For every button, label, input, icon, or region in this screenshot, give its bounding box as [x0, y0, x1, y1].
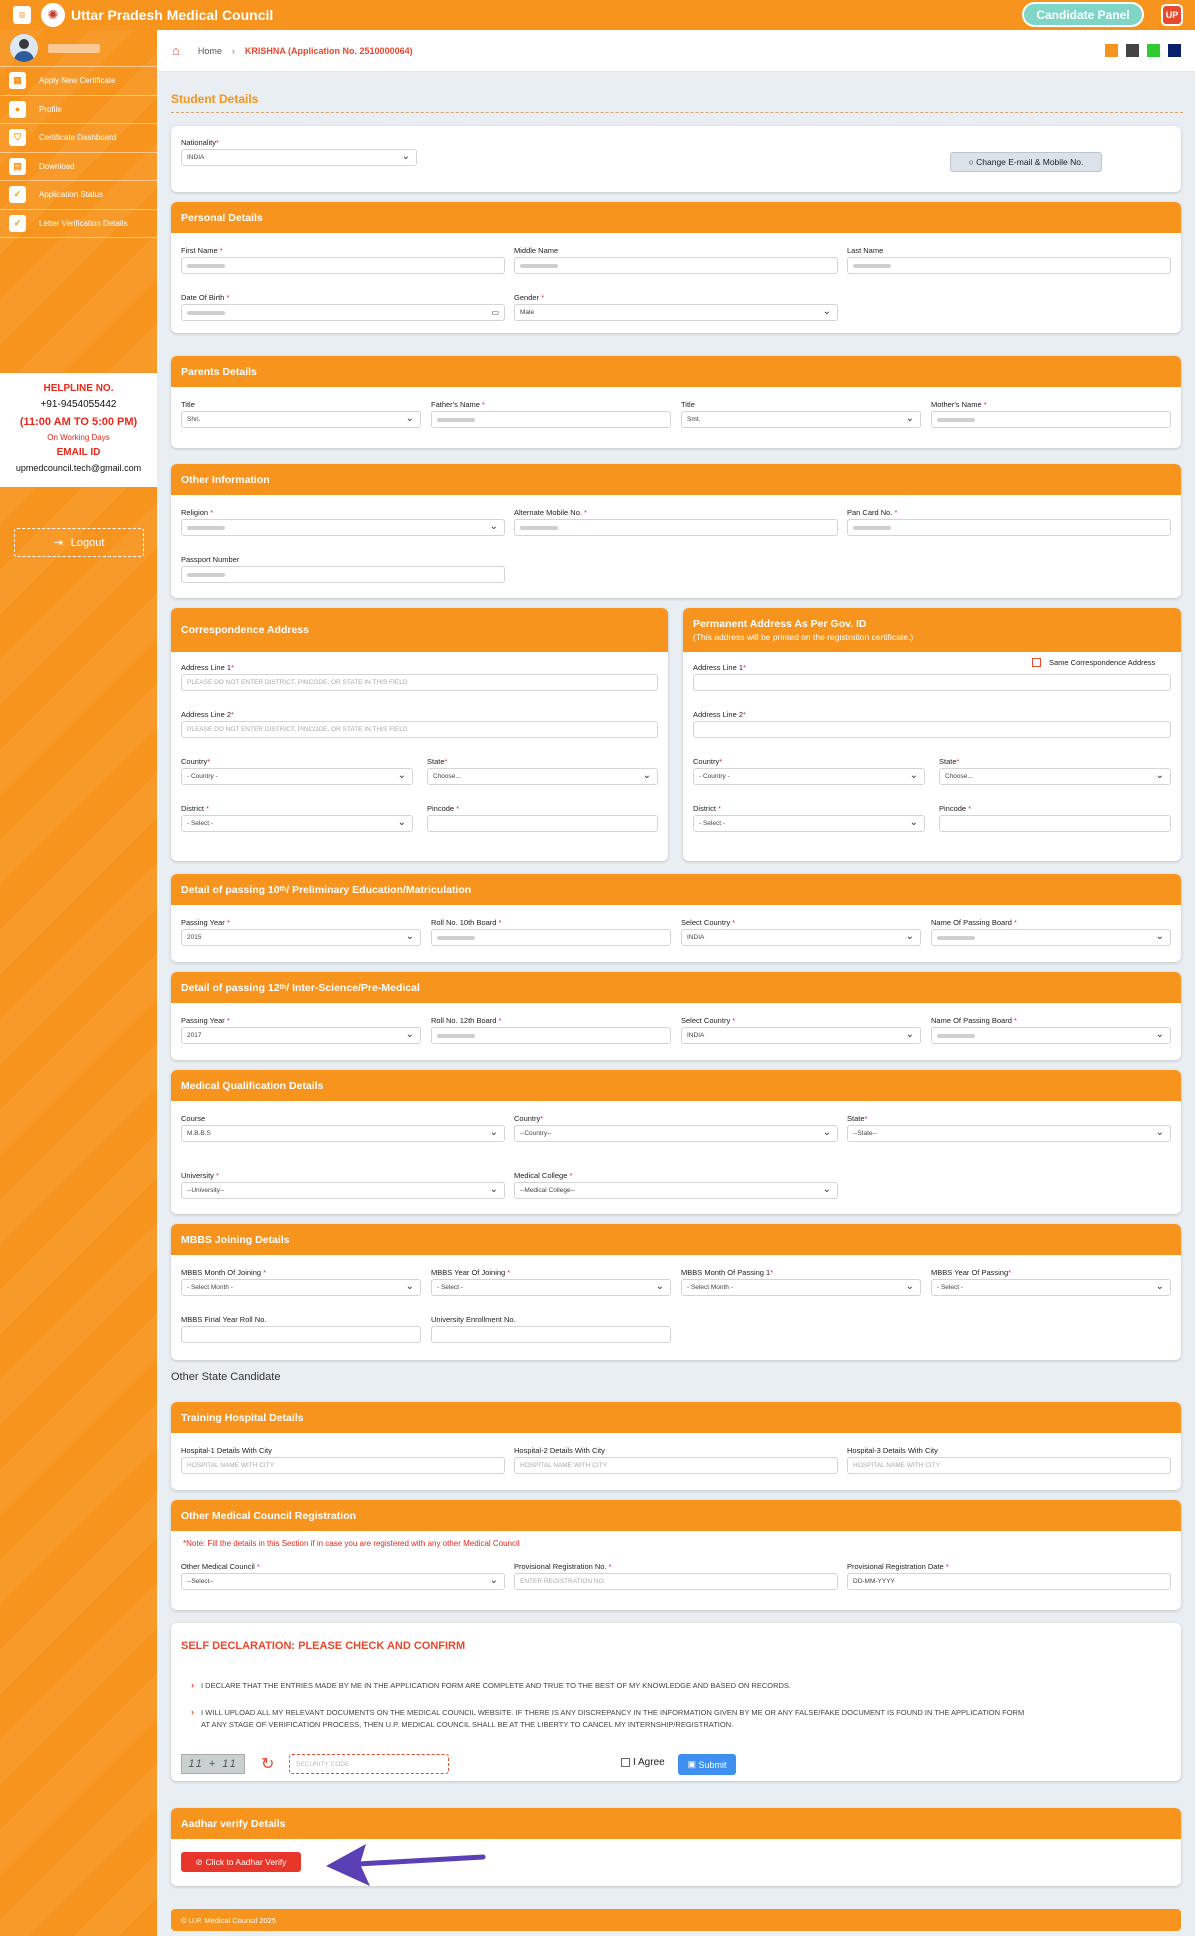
twelfth-title-sup: th — [279, 984, 287, 991]
footer: © U.P. Medical Council 2025 — [171, 1909, 1181, 1931]
helpline-days: On Working Days — [47, 433, 110, 442]
sidebar-item-label: Apply New Certificate — [39, 76, 116, 86]
corr-address-line1-label: Address Line 1 — [181, 663, 232, 672]
university-label: University — [181, 1171, 214, 1180]
section-header: Correspondence Address — [171, 608, 668, 652]
mbbs-year-join-select[interactable]: - Select - ⌄ — [431, 1279, 671, 1296]
breadcrumb-current: KRISHNA (Application No. 2510000064) — [244, 45, 413, 56]
tenth-board-label: Name Of Passing Board — [931, 918, 1012, 927]
check-circle-icon: ✓ — [9, 186, 26, 203]
dob-label: Date Of Birth — [181, 293, 225, 302]
twelfth-board-select[interactable] — [931, 1027, 1171, 1044]
perm-address-line1-field[interactable] — [693, 674, 1171, 691]
corr-country-label: Country — [181, 757, 208, 766]
self-declaration-card — [171, 1623, 1181, 1781]
home-icon[interactable]: ⌂ — [172, 43, 180, 58]
tenth-roll-field[interactable] — [431, 929, 671, 946]
twelfth-country-label: Select Country — [681, 1016, 731, 1025]
mbbs-month-pass-select[interactable]: - Select Month - ⌄ — [681, 1279, 921, 1296]
nationality-label: Nationality — [181, 138, 217, 147]
checkbox-icon[interactable] — [621, 1758, 630, 1767]
breadcrumb — [157, 30, 1195, 72]
first-name-label: First Name — [181, 246, 218, 255]
tenth-year-select[interactable]: 2015 ⌄ — [181, 929, 421, 946]
religion-label: Religion — [181, 508, 209, 517]
mother-title-select[interactable]: Smt. ⌄ — [681, 411, 921, 428]
helpline-hours: (11:00 AM TO 5:00 PM) — [19, 416, 138, 428]
mbbs-month-pass-label: MBBS Month Of Passing 1 — [681, 1268, 771, 1277]
helpline-box — [0, 373, 157, 487]
last-name-field[interactable] — [847, 257, 1171, 274]
user-name — [48, 44, 100, 53]
agree-label: I Agree — [633, 1757, 665, 1768]
helpline-title: HELPLINE NO. — [43, 383, 114, 394]
declaration-title: SELF DECLARATION: PLEASE CHECK AND CONFIRM — [181, 1640, 466, 1652]
logout-icon: ⇥ — [53, 537, 63, 549]
other-medical-council-card: Other Medical Council Registration *Note: Fill the details in this Section if in case you are registered with any other Medical Council Other Medical Council * --Select-- ⌄ Provisional Registration No. * ENTER REGISTRATION NO. Provisional Registration Date * DD-MM-YYYY — [171, 1500, 1181, 1610]
sidebar-item-download[interactable] — [0, 153, 157, 182]
omc-reg-date-label: Provisional Registration Date — [847, 1562, 944, 1571]
mbbs-year-join-label: MBBS Year Of Joining — [431, 1268, 506, 1277]
twelfth-year-label: Passing Year — [181, 1016, 225, 1025]
twelfth-year-select[interactable]: 2017 ⌄ — [181, 1027, 421, 1044]
aadhar-verify-label: Click to Aadhar Verify — [205, 1857, 287, 1867]
dob-field[interactable] — [181, 304, 505, 321]
enrollment-label: University Enrollment No. — [431, 1315, 516, 1324]
hamburger-menu-icon[interactable]: ≡ — [13, 6, 31, 24]
tenth-title: Detail of passing 10 — [181, 883, 280, 896]
father-title-select[interactable]: Shri. ⌄ — [181, 411, 421, 428]
mbbs-year-pass-select[interactable]: - Select - ⌄ — [931, 1279, 1171, 1296]
correspondence-address-card: Correspondence Address Address Line 1* PLEASE DO NOT ENTER DISTRICT, PINCODE, OR STATE IN THIS FIELD Address Line 2* PLEASE DO NOT ENTER DISTRICT, PINCODE, OR STATE IN THIS FIELD Country* - Country - ⌄ State* Choose... ⌄ District * - Select - ⌄ Pincode * — [171, 608, 668, 861]
up-badge[interactable]: UP — [1161, 4, 1183, 26]
shield-icon: ⛉ — [9, 129, 26, 146]
chevron-right-icon: › — [191, 1680, 194, 1690]
section-header: Aadhar verify Details — [171, 1808, 1181, 1839]
passport-label: Passport Number — [181, 555, 240, 564]
check-circle-icon: ✓ — [9, 215, 26, 232]
twelfth-board-label: Name Of Passing Board — [931, 1016, 1012, 1025]
first-name-field[interactable] — [181, 257, 505, 274]
breadcrumb-home[interactable]: Home — [197, 45, 222, 56]
omc-reg-date-field[interactable]: DD-MM-YYYY — [847, 1573, 1171, 1590]
corr-district-select[interactable]: - Select - ⌄ — [181, 815, 413, 832]
email-title: EMAIL ID — [56, 447, 101, 458]
document-icon: ▤ — [9, 158, 26, 175]
twelfth-title: Detail of passing 12 — [181, 981, 280, 994]
hospital3-label: Hospital-3 Details With City — [847, 1446, 938, 1455]
twelfth-roll-label: Roll No. 12th Board — [431, 1016, 497, 1025]
tenth-details-card: Detail of passing 10 th / Preliminary Education/Matriculation Passing Year * 2015 ⌄ Roll No. 10th Board * Select Country * INDIA ⌄ Name Of Passing Board * — [171, 874, 1181, 962]
student-details-card: Nationality* INDIA ⌄ ○ Change E-mail & Mobile No. — [171, 126, 1181, 192]
permanent-address-subtitle: (This address will be printed on the registration certificate.) — [693, 632, 914, 642]
corr-pincode-field[interactable] — [427, 815, 658, 832]
sidebar-item-letter-verification[interactable] — [0, 210, 157, 239]
course-label: Course — [181, 1114, 206, 1123]
perm-address-line2-label: Address Line 2 — [693, 710, 744, 719]
omc-council-label: Other Medical Council — [181, 1562, 255, 1571]
mother-name-field[interactable] — [931, 411, 1171, 428]
declaration-line-2a: I WILL UPLOAD ALL MY RELEVANT DOCUMENTS ON THE MEDICAL COUNCIL WEBSITE. IF THERE IS ANY DISCREPANCY IN THE INFORMATION GIVEN BY ME OR ANY FALSE/FAKE DOCUMENT IS FOUND IN THE APPLICATION FORM — [201, 1708, 1025, 1717]
section-header: Other Information — [171, 464, 1181, 495]
mbbs-final-roll-label: MBBS Final Year Roll No. — [181, 1315, 267, 1324]
sidebar-item-apply-new-certificate[interactable] — [0, 67, 157, 96]
permanent-address-title: Permanent Address As Per Gov. ID — [693, 618, 867, 630]
top-bar — [0, 0, 1195, 30]
permanent-address-card: Permanent Address As Per Gov. ID (This address will be printed on the registration certificate.) Same Correspondence Address Address Line 1* Address Line 2* Country* - Country - ⌄ State* Choose... ⌄ District * - Select - ⌄ Pincode * — [683, 608, 1181, 861]
hospital1-label: Hospital-1 Details With City — [181, 1446, 272, 1455]
helpline-email: upmedcouncil.tech@gmail.com — [15, 463, 142, 473]
middle-name-field[interactable] — [514, 257, 838, 274]
tenth-board-select[interactable] — [931, 929, 1171, 946]
change-email-mobile-button[interactable] — [950, 152, 1102, 172]
training-hospital-card — [171, 1402, 1181, 1490]
hospital2-field[interactable]: HOSPITAL NAME WITH CITY — [514, 1457, 838, 1474]
twelfth-title-rest: / Inter-Science/Pre-Medical — [286, 981, 420, 994]
tenth-country-label: Select Country — [681, 918, 731, 927]
calendar-icon[interactable]: ▭ — [491, 308, 499, 317]
user-icon: ● — [9, 101, 26, 118]
med-state-select[interactable]: --State-- ⌄ — [847, 1125, 1171, 1142]
section-header: MBBS Joining Details — [171, 1224, 1181, 1255]
perm-address-line2-field[interactable] — [693, 721, 1171, 738]
omc-council-select[interactable]: --Select-- ⌄ — [181, 1573, 505, 1590]
logout-button[interactable] — [14, 528, 144, 557]
father-name-label: Father's Name — [431, 400, 480, 409]
captcha-image: 11 + 11 — [181, 1754, 245, 1774]
section-header — [683, 608, 1181, 652]
security-code-input[interactable]: SECURITY CODE — [289, 1754, 449, 1774]
tenth-country-select[interactable]: INDIA ⌄ — [681, 929, 921, 946]
section-header: Other Medical Council Registration — [171, 1500, 1181, 1531]
pan-field[interactable] — [847, 519, 1171, 536]
helpline-phone: +91-9454055442 — [40, 399, 117, 410]
corr-pincode-label: Pincode — [427, 804, 455, 813]
omc-note: *Note: Fill the details in this Section if in case you are registered with any other Medical Council — [183, 1539, 520, 1548]
perm-address-line1-label: Address Line 1 — [693, 663, 744, 672]
same-correspondence-label: Same Correspondence Address — [1049, 658, 1156, 667]
corr-address-line2-label: Address Line 2 — [181, 710, 232, 719]
chevron-right-icon: › — [231, 45, 235, 56]
refresh-icon[interactable]: ↻ — [261, 1756, 275, 1773]
enrollment-field[interactable] — [431, 1326, 671, 1343]
perm-pincode-label: Pincode — [939, 804, 967, 813]
mother-title-label: Title — [681, 400, 695, 409]
annotation-arrow — [320, 1830, 490, 1892]
hospital3-field[interactable]: HOSPITAL NAME WITH CITY — [847, 1457, 1171, 1474]
section-header: Personal Details — [171, 202, 1181, 233]
perm-state-label: State — [939, 757, 957, 766]
sidebar-item-certificate-dashboard[interactable] — [0, 124, 157, 153]
hospital1-field[interactable]: HOSPITAL NAME WITH CITY — [181, 1457, 505, 1474]
perm-district-label: District — [693, 804, 716, 813]
chevron-right-icon: › — [191, 1707, 194, 1717]
avatar — [10, 34, 38, 62]
medical-college-select[interactable]: --Medical College-- ⌄ — [514, 1182, 838, 1199]
section-header: Training Hospital Details — [171, 1402, 1181, 1433]
twelfth-country-select[interactable]: INDIA ⌄ — [681, 1027, 921, 1044]
corr-state-label: State — [427, 757, 445, 766]
aadhar-verify-button[interactable] — [181, 1852, 301, 1872]
med-country-label: Country — [514, 1114, 541, 1123]
medical-college-label: Medical College — [514, 1171, 568, 1180]
tenth-roll-label: Roll No. 10th Board — [431, 918, 497, 927]
alt-mobile-label: Alternate Mobile No. — [514, 508, 582, 517]
other-information-card: Other Information Religion * Alternate Mobile No. * Pan Card No. * Passport Number — [171, 464, 1181, 598]
twelfth-details-card: Detail of passing 12 th / Inter-Science/Pre-Medical Passing Year * 2017 ⌄ Roll No. 12th Board * Select Country * INDIA ⌄ Name Of Passing Board * — [171, 972, 1181, 1060]
pan-label: Pan Card No. — [847, 508, 893, 517]
last-name-label: Last Name — [847, 246, 884, 255]
gender-label: Gender — [514, 293, 540, 302]
course-select[interactable]: M.B.B.S ⌄ — [181, 1125, 505, 1142]
perm-state-select[interactable]: Choose... ⌄ — [939, 768, 1171, 785]
tenth-year-label: Passing Year — [181, 918, 225, 927]
title-divider — [171, 112, 1183, 113]
med-state-label: State — [847, 1114, 865, 1123]
change-email-mobile-label: Change E-mail & Mobile No. — [976, 157, 1084, 167]
sidebar-item-label: Download — [39, 161, 75, 171]
nationality-select[interactable]: INDIA ⌄ — [181, 149, 417, 166]
submit-label: Submit — [698, 1759, 727, 1770]
candidate-panel-button[interactable]: Candidate Panel — [1022, 2, 1144, 27]
sidebar-item-application-status[interactable] — [0, 181, 157, 210]
theme-swatch-green[interactable] — [1147, 44, 1160, 57]
theme-swatch-navy[interactable] — [1168, 44, 1181, 57]
mbbs-month-join-label: MBBS Month Of Joining — [181, 1268, 262, 1277]
logout-label: Logout — [70, 536, 105, 549]
declaration-line-2b: AT ANY STAGE OF VERIFICATION PROCESS, THEN U.P. MEDICAL COUNCIL SHALL BE AT THE LIBERTY TO CANCEL MY INTERNSHIP/REGISTRATION. — [201, 1720, 734, 1729]
section-header: Parents Details — [171, 356, 1181, 387]
religion-select[interactable] — [181, 519, 505, 536]
gender-select[interactable]: Male ⌄ — [514, 304, 838, 321]
sidebar — [0, 30, 157, 1936]
perm-pincode-field[interactable] — [939, 815, 1171, 832]
theme-swatch-orange[interactable] — [1105, 44, 1118, 57]
mbbs-joining-card: MBBS Joining Details MBBS Month Of Joining * - Select Month - ⌄ MBBS Year Of Joining * - Select - ⌄ MBBS Month Of Passing 1* - Select Month - ⌄ MBBS Year Of Passing* - Select - ⌄ MBBS Final Year Roll No. University Enrollment No. — [171, 1224, 1181, 1360]
corr-state-select[interactable]: Choose... ⌄ — [427, 768, 658, 785]
personal-details-card: Personal Details First Name * Middle Name Last Name Date Of Birth * ▭ Gender * Male ⌄ — [171, 202, 1181, 333]
submit-button[interactable] — [678, 1754, 736, 1775]
tenth-title-sup: th — [279, 886, 287, 893]
save-icon: ▣ — [687, 1759, 699, 1769]
check-circle-icon: ⊘ — [195, 1856, 203, 1867]
theme-swatch-dark[interactable] — [1126, 44, 1139, 57]
tenth-title-rest: / Preliminary Education/Matriculation — [286, 883, 472, 896]
circle-icon: ○ — [968, 157, 977, 167]
sidebar-profile[interactable] — [0, 30, 157, 67]
medical-qualification-card: Medical Qualification Details Course M.B.B.S ⌄ Country* --Country-- ⌄ State* --State-- ⌄ University * --University-- ⌄ Medical College * --Medical College-- ⌄ — [171, 1070, 1181, 1214]
sidebar-item-label: Letter Verification Details — [39, 218, 128, 228]
omc-reg-no-label: Provisional Registration No. — [514, 1562, 607, 1571]
middle-name-label: Middle Name — [514, 246, 559, 255]
sidebar-item-profile[interactable] — [0, 96, 157, 125]
sidebar-item-label: Profile — [39, 104, 62, 114]
perm-district-select[interactable]: - Select - ⌄ — [693, 815, 925, 832]
grid-icon: ▦ — [9, 72, 26, 89]
mother-name-label: Mother's Name — [931, 400, 982, 409]
mbbs-year-pass-label: MBBS Year Of Passing — [931, 1268, 1009, 1277]
university-select[interactable]: --University-- ⌄ — [181, 1182, 505, 1199]
mbbs-month-join-select[interactable]: - Select Month - ⌄ — [181, 1279, 421, 1296]
father-name-field[interactable] — [431, 411, 671, 428]
father-title-label: Title — [181, 400, 195, 409]
perm-country-label: Country — [693, 757, 720, 766]
corr-country-select[interactable]: - Country - ⌄ — [181, 768, 413, 785]
passport-field[interactable] — [181, 566, 505, 583]
med-country-select[interactable]: --Country-- ⌄ — [514, 1125, 838, 1142]
theme-swatches — [1105, 44, 1181, 57]
agree-checkbox[interactable] — [621, 1757, 665, 1768]
section-header — [171, 874, 1181, 905]
hospital2-label: Hospital-2 Details With City — [514, 1446, 605, 1455]
app-title: Uttar Pradesh Medical Council — [71, 7, 274, 23]
corr-address-line1-field[interactable]: PLEASE DO NOT ENTER DISTRICT, PINCODE, OR STATE IN THIS FIELD — [181, 674, 658, 691]
other-state-candidate-label: Other State Candidate — [171, 1371, 281, 1383]
twelfth-roll-field[interactable] — [431, 1027, 671, 1044]
alt-mobile-field[interactable] — [514, 519, 838, 536]
mbbs-final-roll-field[interactable] — [181, 1326, 421, 1343]
corr-district-label: District — [181, 804, 204, 813]
sidebar-item-label: Application Status — [39, 190, 104, 200]
corr-address-line2-field[interactable]: PLEASE DO NOT ENTER DISTRICT, PINCODE, OR STATE IN THIS FIELD — [181, 721, 658, 738]
section-header: Medical Qualification Details — [171, 1070, 1181, 1101]
sidebar-item-label: Certificate Dashboard — [39, 133, 117, 143]
perm-country-select[interactable]: - Country - ⌄ — [693, 768, 925, 785]
page-title: Student Details — [171, 92, 259, 106]
section-header — [171, 972, 1181, 1003]
council-logo: ✺ — [41, 3, 65, 27]
omc-reg-no-field[interactable]: ENTER REGISTRATION NO. — [514, 1573, 838, 1590]
parents-details-card: Parents Details Title Shri. ⌄ Father's Name * Title Smt. ⌄ Mother's Name * — [171, 356, 1181, 448]
declaration-line-1: I DECLARE THAT THE ENTRIES MADE BY ME IN THE APPLICATION FORM ARE COMPLETE AND TRUE TO THE BEST OF MY KNOWLEDGE AND BASED ON RECORDS. — [201, 1681, 791, 1690]
